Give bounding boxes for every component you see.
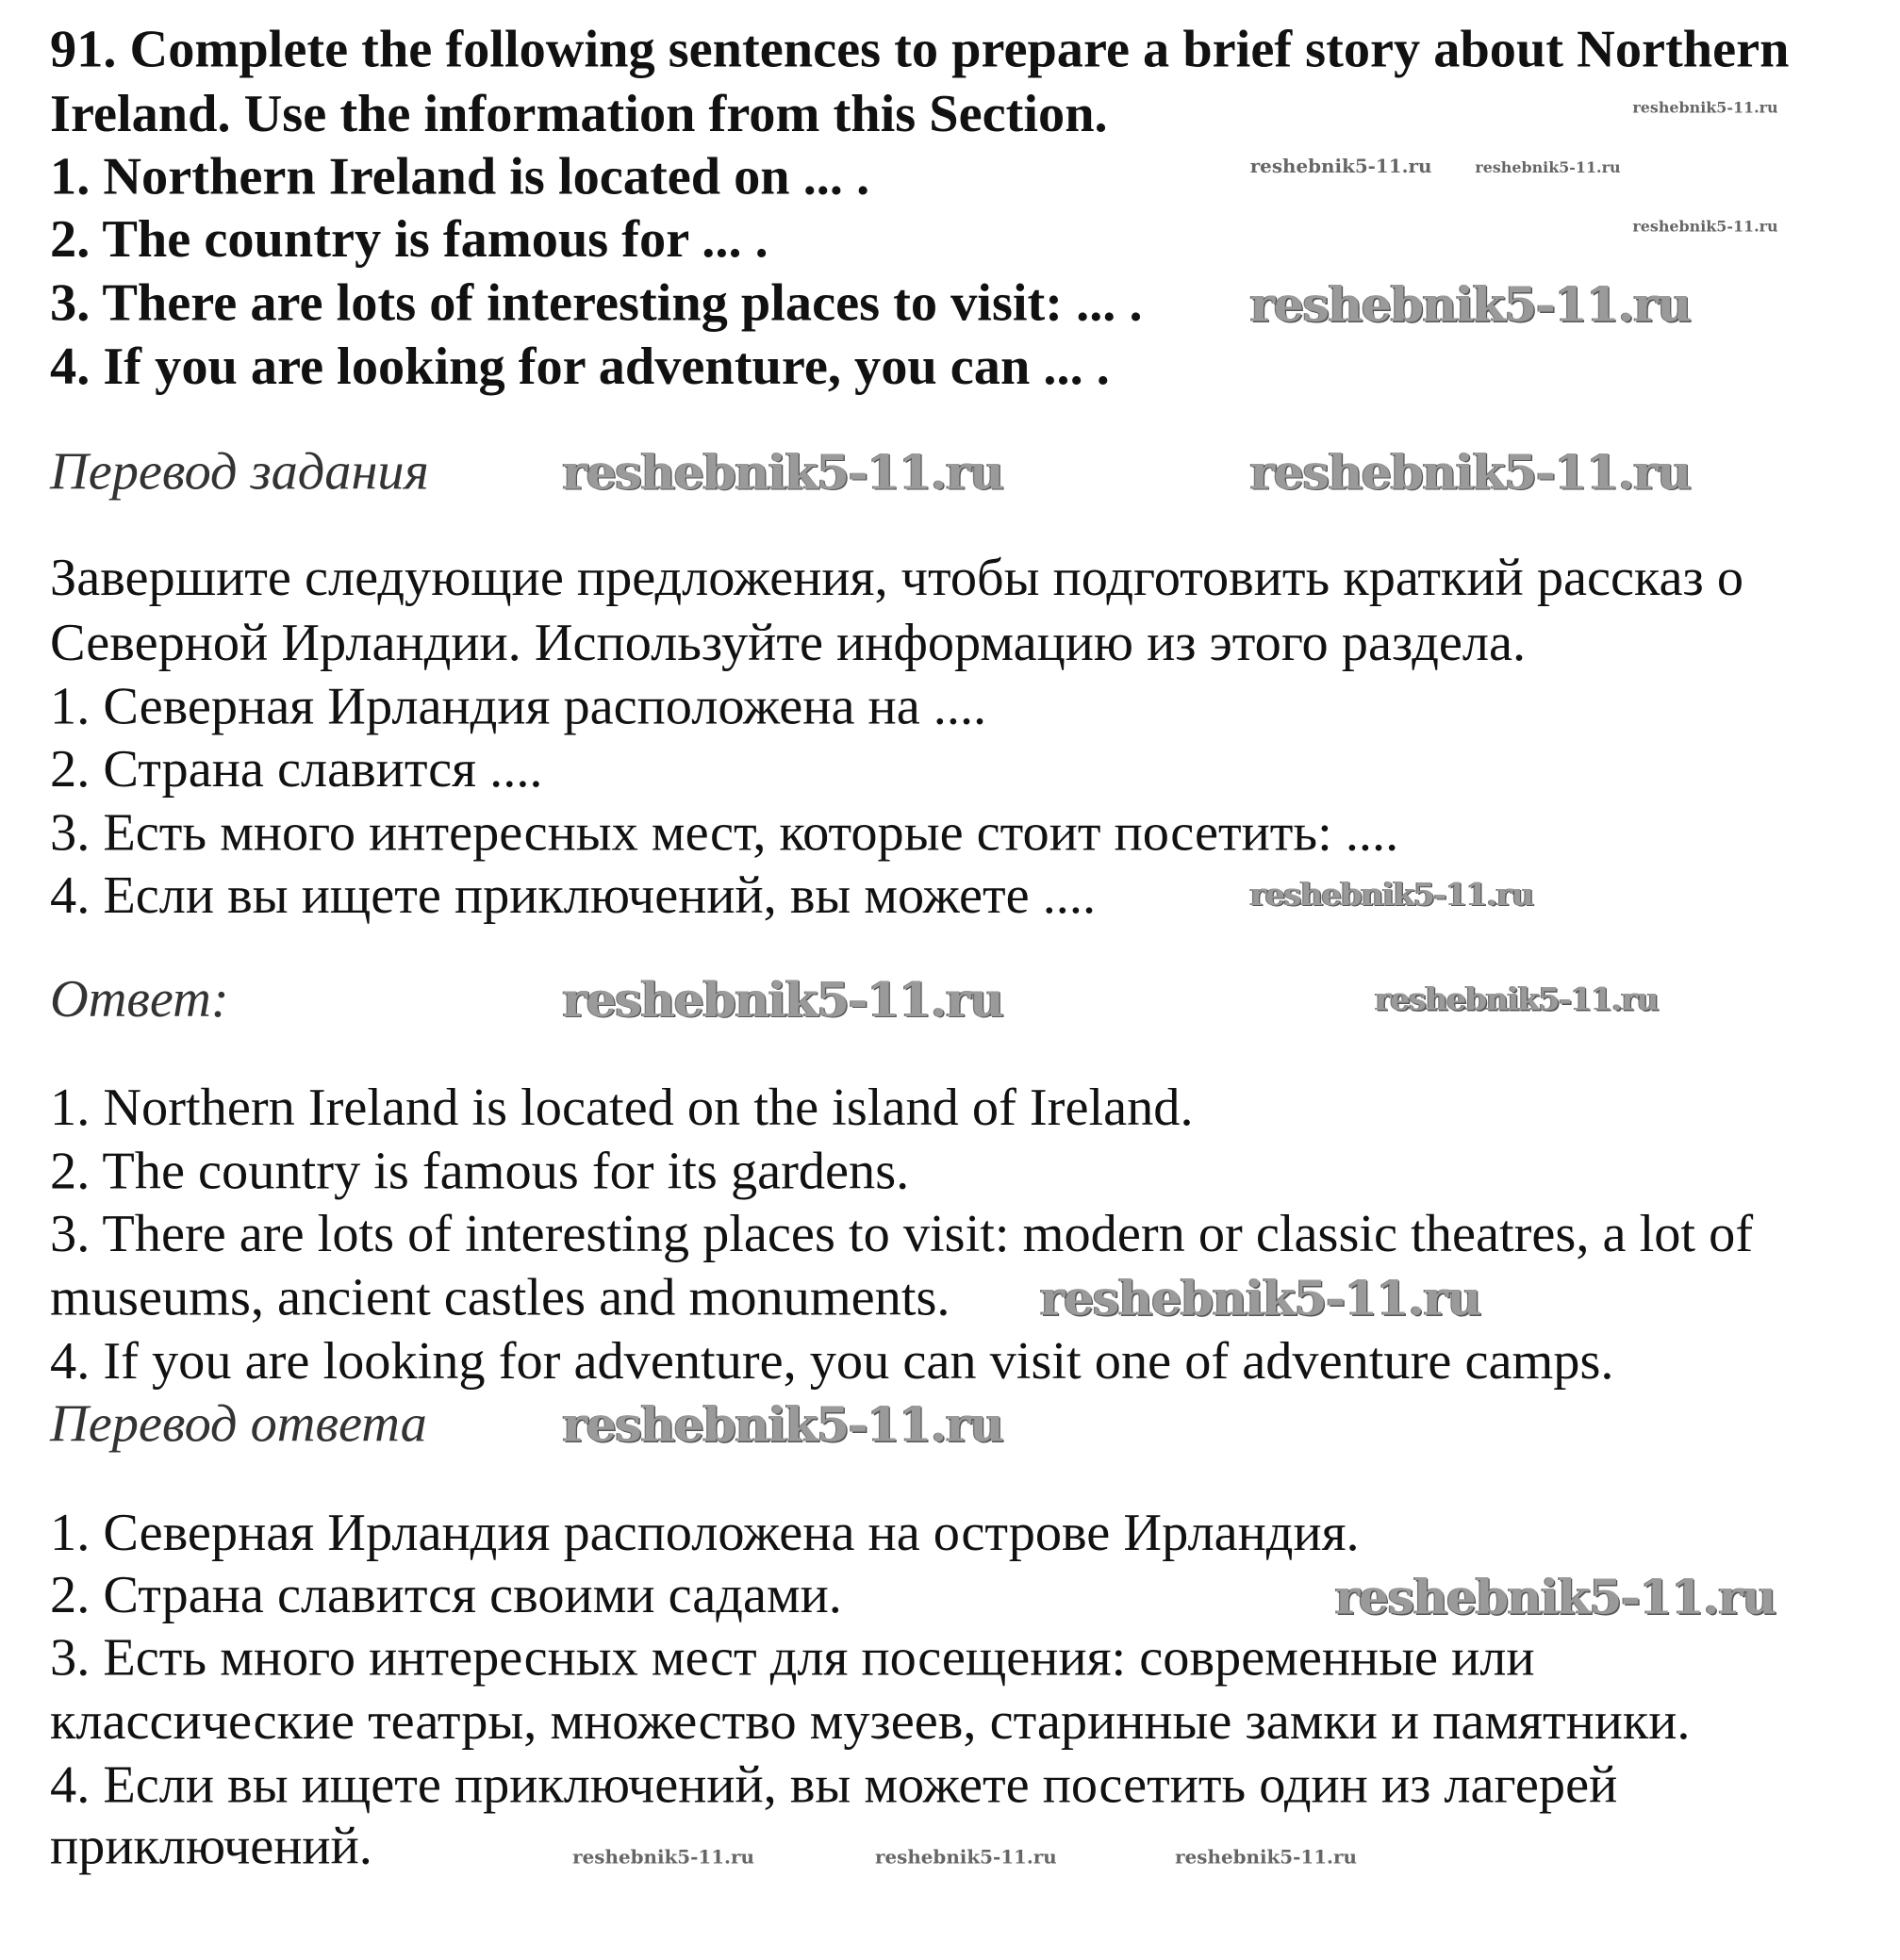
task-title-line-2: Ireland. Use the information from this Section. [50,85,1108,144]
answer-line: 1. Northern Ireland is located on the island of Ireland. [50,1079,1194,1138]
answer-line: museums, ancient castles and monuments. [50,1268,950,1327]
watermark: reshebnik5-11.ru [1249,443,1691,501]
task-item-2: 2. The country is famous for ... . [50,209,768,270]
watermark: reshebnik5-11.ru [562,971,1003,1028]
answer-translation-line: классические театры, множество музеев, старинные замки и памятники. [50,1691,1691,1752]
watermark: reshebnik5-11.ru [1249,275,1691,333]
watermark: reshebnik5-11.ru [1375,980,1659,1018]
answer-line: 4. If you are looking for adventure, you can visit one of adventure camps. [50,1332,1614,1392]
task-item-4: 4. If you are looking for adventure, you can ... . [50,337,1110,397]
task-translation-line: Северной Ирландии. Используйте информацию из этого раздела. [50,613,1527,673]
answer-translation-line: 1. Северная Ирландия расположена на острове Ирландия. [50,1503,1360,1563]
task-translation-heading: Перевод задания [50,442,429,502]
task-item-3: 3. There are lots of interesting places to visit: ... . [50,273,1143,333]
watermark: reshebnik5-11.ru [562,1395,1003,1453]
watermark: reshebnik5-11.ru [1249,155,1432,178]
answer-line: 2. The country is famous for its gardens. [50,1142,910,1201]
watermark: reshebnik5-11.ru [1334,1568,1776,1625]
watermark: reshebnik5-11.ru [562,443,1003,501]
task-translation-line: Завершите следующие предложения, чтобы подготовить краткий рассказ о [50,548,1744,608]
watermark: reshebnik5-11.ru [572,1846,754,1869]
answer-line: 3. There are lots of interesting places to visit: modern or classic theatres, a lot of [50,1204,1754,1264]
task-translation-line: 3. Есть много интересных мест, которые стоит посетить: .... [50,803,1399,863]
watermark: reshebnik5-11.ru [1175,1846,1357,1869]
task-translation-line: 2. Страна славится .... [50,739,543,799]
task-title-line-1: 91. Complete the following sentences to prepare a brief story about Northern [50,20,1790,79]
answer-translation-line: приключений. [50,1817,372,1876]
watermark: reshebnik5-11.ru [1632,98,1778,117]
answer-translation-line: 2. Страна славится своими садами. [50,1566,842,1625]
watermark: reshebnik5-11.ru [1249,876,1533,913]
watermark: reshebnik5-11.ru [1475,158,1621,176]
task-item-1: 1. Northern Ireland is located on ... . [50,147,870,206]
watermark: reshebnik5-11.ru [874,1846,1057,1869]
answer-translation-line: 3. Есть много интересных мест для посещения: современные или [50,1628,1535,1688]
task-translation-line: 1. Северная Ирландия расположена на .... [50,677,987,736]
task-translation-line: 4. Если вы ищете приключений, вы можете .... [50,865,1097,926]
watermark: reshebnik5-11.ru [1632,217,1778,236]
answer-translation-line: 4. Если вы ищете приключений, вы можете посетить один из лагерей [50,1755,1618,1815]
answer-heading: Ответ: [50,969,229,1029]
answer-translation-heading: Перевод ответа [50,1394,427,1454]
watermark: reshebnik5-11.ru [1039,1269,1481,1326]
